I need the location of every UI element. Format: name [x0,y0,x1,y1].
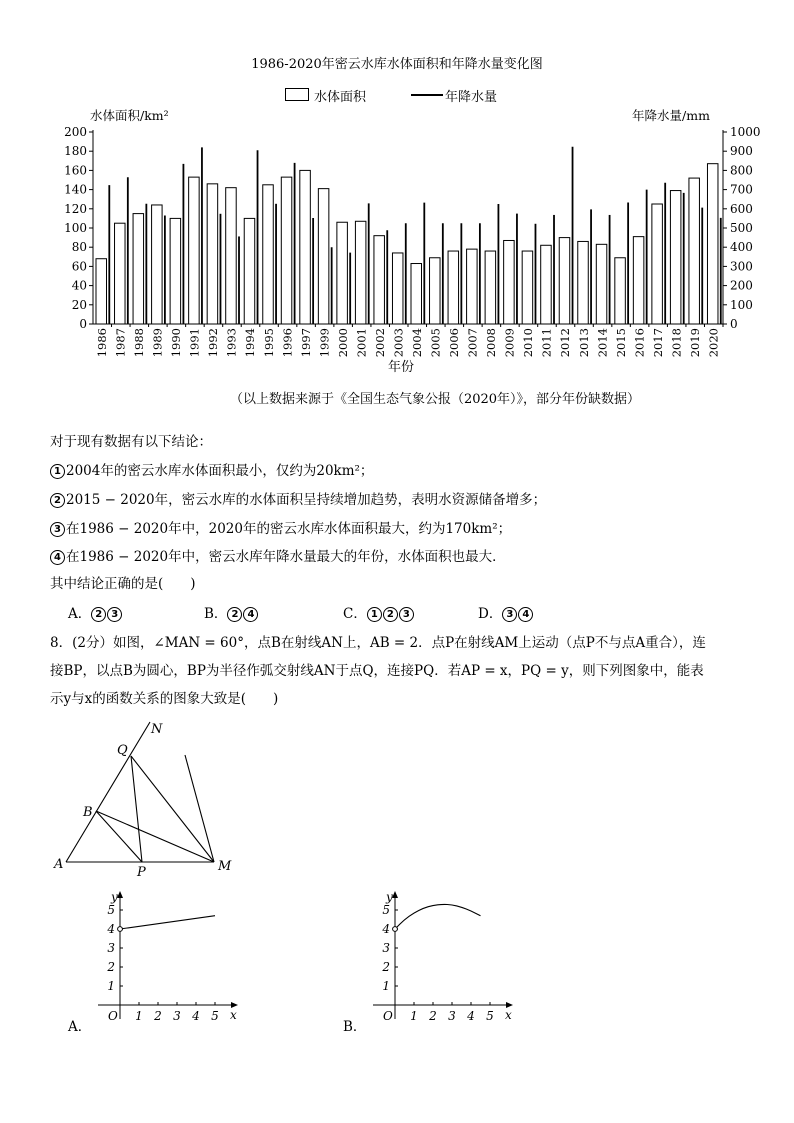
x-tick-label: 2003 [391,328,406,358]
x-tick-label: 2011 [539,328,554,358]
x-tick-label: 2014 [595,328,610,358]
q7-item-text: 2004年的密云水库水体面积最小，仅约为20km²； [66,463,374,479]
left-tick-label: 40 [71,278,87,293]
x-tick-label: 2 [429,1009,437,1023]
right-tick-label: 300 [730,259,753,274]
q7-question: 其中结论正确的是( ) [50,576,196,592]
right-tick-label: 500 [730,221,753,235]
origin-label: O [383,1009,393,1023]
x-tick-label: 2012 [558,328,573,358]
circle-number: 4 [518,607,533,622]
x-tick-label: 2006 [447,328,462,358]
y-tick-label: 5 [107,903,115,917]
x-axis-label: 年份 [388,360,415,375]
source-note: （以上数据来源于《全国生态气象公报（2020年）》，部分年份缺数据） [229,392,641,407]
left-tick-label: 80 [71,240,87,255]
x-tick-label: 2018 [669,328,684,358]
x-tick-label: 1988 [132,328,147,358]
left-tick-label: 140 [64,182,87,197]
function-curve [395,904,481,929]
x-tick-label: 4 [467,1009,475,1023]
x-tick-label: 1994 [243,328,258,358]
circle-number: 4 [50,550,65,565]
right-tick-label: 400 [730,240,753,255]
y-tick-label: 4 [107,922,115,936]
circle-number: 3 [399,607,414,622]
y-axis-arrow [117,891,123,898]
y-tick-label: 2 [107,960,115,974]
function-curve [120,916,215,929]
x-tick-label: 2008 [484,328,499,358]
option-letter: D． [478,606,503,622]
left-tick-label: 120 [64,201,87,216]
circle-number: 1 [50,464,65,479]
x-tick-label: 2017 [650,328,665,358]
x-tick-label: 1 [410,1009,418,1023]
y-tick-label: 2 [382,960,390,974]
circle-number: 3 [502,607,517,622]
option-letter: A． [68,606,92,622]
right-tick-label: 700 [730,182,753,197]
y-tick-label: 3 [107,941,115,955]
legend-label-area: 水体面积 [314,90,367,105]
circle-number: 1 [367,607,382,622]
q8-option-b-label[interactable]: B． [343,1019,367,1035]
x-tick-label: 2016 [632,328,647,358]
x-tick-label: 2 [154,1009,162,1023]
circle-number: 3 [50,522,65,537]
x-axis-label: x [505,1008,512,1022]
open-endpoint [393,927,398,932]
x-tick-label: 2010 [521,328,536,358]
x-tick-label: 2004 [410,328,424,358]
y-tick-label: 1 [382,979,390,993]
chart-title: 1986-2020年密云水库水体面积和年降水量变化图 [251,57,543,72]
y-tick-label: 3 [382,941,390,955]
origin-label: O [108,1009,118,1023]
left-tick-label: 100 [64,221,87,235]
right-tick-label: 800 [730,163,753,178]
label-m: M [218,859,232,874]
circle-number: 4 [243,607,258,622]
x-tick-label: 4 [192,1009,200,1023]
q8-line-2: 接BP，以点B为圆心，BP为半径作弧交射线AN于点Q，连接PQ．若AP = x，PQ = y，则下列图象中，能表 [50,663,704,679]
x-tick-label: 2000 [335,328,350,358]
x-tick-label: 1989 [150,328,165,358]
circle-number: 2 [50,493,65,508]
x-axis-label: x [230,1008,237,1022]
x-tick-label: 2019 [687,328,702,358]
left-axis-label: 水体面积/km² [90,108,169,123]
y-tick-label: 1 [107,979,115,993]
y-axis-label: y [111,890,118,904]
circle-number: 3 [107,607,122,622]
left-tick-label: 20 [71,297,87,312]
x-tick-label: 3 [173,1009,181,1023]
open-endpoint [118,927,123,932]
x-tick-label: 1 [135,1009,143,1023]
label-n: N [151,722,163,737]
x-tick-label: 1992 [206,328,221,358]
q7-intro: 对于现有数据有以下结论： [50,434,212,450]
right-tick-label: 100 [730,297,753,312]
q8-line-1: 8．(2分）如图，∠MAN = 60°，点B在射线AN上，AB = 2．点P在射线AM上运动（点P不与点A重合），连 [50,635,706,651]
y-axis-arrow [392,891,398,898]
x-tick-label: 2007 [465,328,480,358]
x-tick-label: 1993 [224,328,239,358]
left-tick-label: 200 [64,125,87,139]
right-tick-label: 0 [730,317,738,331]
circle-number: 2 [383,607,398,622]
option-letter: B． [204,606,228,622]
right-tick-label: 600 [730,201,753,216]
x-tick-label: 2002 [372,328,387,358]
q7-item-text: 2015 − 2020年，密云水库的水体面积呈持续增加趋势，表明水资源储备增多； [66,492,547,508]
x-tick-label: 5 [211,1009,219,1023]
x-tick-label: 2015 [613,328,628,358]
x-tick-label: 1999 [317,328,332,358]
x-tick-label: 3 [448,1009,456,1023]
x-tick-label: 1987 [113,328,128,358]
y-tick-label: 4 [382,922,390,936]
x-tick-label: 1995 [261,328,276,358]
x-tick-label: 1991 [187,328,202,358]
y-tick-label: 5 [382,903,390,917]
x-tick-label: 5 [486,1009,494,1023]
x-tick-label: 2009 [502,328,517,358]
q8-line-3: 示y与x的函数关系的图象大致是( ) [50,691,279,707]
x-tick-label: 1986 [95,328,109,358]
right-tick-label: 200 [730,278,753,293]
circle-number: 2 [91,607,106,622]
label-b: B [83,805,93,820]
q7-item-text: 在1986 − 2020年中，2020年的密云水库水体面积最大，约为170km²； [66,521,512,537]
x-tick-label: 2005 [428,328,443,358]
y-axis-label: y [386,890,393,904]
left-tick-label: 60 [71,259,87,274]
x-tick-label: 2020 [706,328,721,358]
x-tick-label: 2013 [576,328,591,358]
q8-option-a-label[interactable]: A． [68,1019,92,1035]
option-letter: C． [343,606,367,622]
x-tick-label: 1990 [169,328,184,358]
x-tick-label: 2001 [354,328,369,358]
x-tick-label: 1997 [298,328,313,358]
label-q: Q [117,743,128,758]
right-tick-label: 1000 [730,125,761,139]
left-tick-label: 160 [64,163,87,178]
label-p: P [137,865,146,880]
circle-number: 2 [227,607,242,622]
x-tick-label: 1996 [280,328,295,358]
left-tick-label: 180 [64,144,87,159]
q7-item-text: 在1986 − 2020年中，密云水库年降水量最大的年份，水体面积也最大． [66,549,506,565]
right-axis-label: 年降水量/mm [632,108,710,123]
legend-label-rain: 年降水量 [445,90,498,105]
label-a: A [54,857,64,872]
right-tick-label: 900 [730,144,753,159]
left-tick-label: 0 [79,317,87,331]
